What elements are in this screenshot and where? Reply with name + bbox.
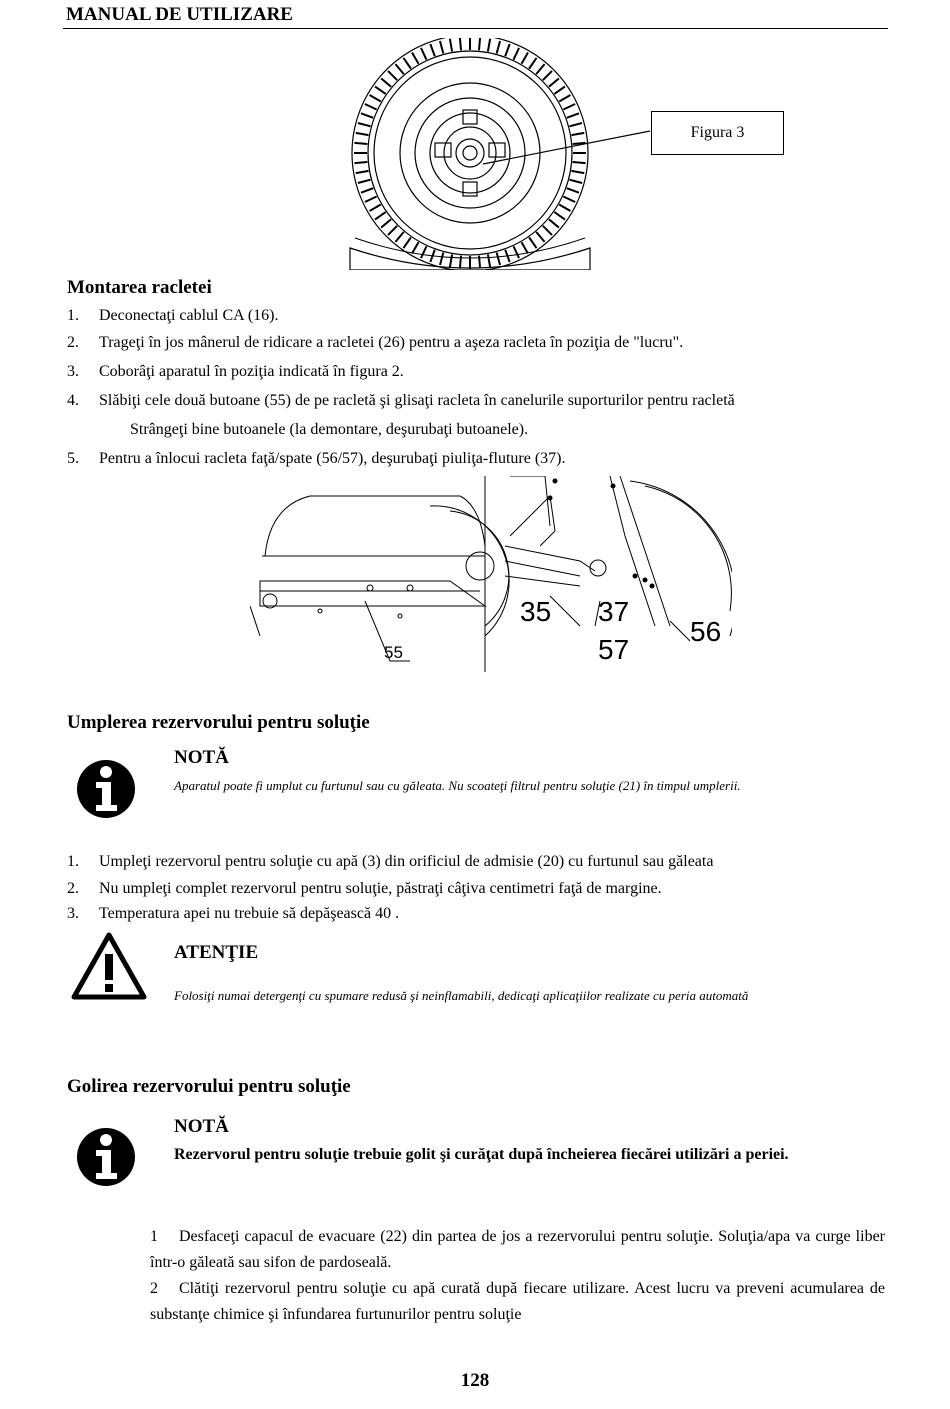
section-heading-empty-tank: Golirea rezervorului pentru soluţie: [67, 1076, 351, 1097]
bristle-mark: [450, 254, 452, 267]
bristle-mark: [354, 162, 367, 163]
bristle-mark: [559, 205, 570, 212]
bristle-mark: [549, 219, 559, 227]
bristle-mark: [554, 212, 565, 219]
bristle-mark: [365, 104, 377, 109]
section-heading-squeegee: Montarea racletei: [67, 277, 212, 298]
list-item: 2. Trageţi în jos mânerul de ridicare a racletei (26) pentru a aşeza racleta în poziţia de "lucru".: [67, 334, 684, 351]
bristle-mark: [388, 71, 397, 80]
bristle-mark: [460, 38, 461, 50]
list-item-continuation: Strângeţi bine butoanele (la demontare, deşurubaţi butoanele).: [130, 421, 529, 438]
list-item: 3. Temperatura apei nu trebuie să depăşească 40 .: [67, 905, 400, 922]
bristle-mark: [450, 39, 452, 52]
bristle-mark: [536, 232, 544, 242]
bristle-mark: [356, 171, 369, 173]
bristle-mark: [395, 64, 403, 74]
bristle-mark: [543, 226, 552, 235]
list-item: 2 Clătiţi rezervorul pentru soluţie cu apă curată după fiecare utilizare. Acest lucru va preveni acumularea de substanţe chimice şi înfundarea furtunurilor pentru soluţie: [150, 1280, 885, 1323]
note-text: Aparatul poate fi umplut cu furtunul sau cu găleata. Nu scoateţi filtrul pentru soluţie (21) în timpul umplerii.: [174, 778, 741, 793]
part-label-55: 55: [384, 643, 403, 662]
list-item: 4. Slăbiţi cele două butoane (55) de pe racletă şi glisaţi racleta în canelurile suporturilor pentru racletă: [67, 392, 735, 409]
figure-3-callout: Figura 3: [651, 111, 784, 155]
bristle-mark: [403, 237, 410, 248]
note-text: Rezervorul pentru soluţie trebuie golit şi curăţat după încheierea fiecărei utilizări a periei.: [174, 1146, 789, 1163]
bristle-mark: [440, 41, 443, 54]
warning-icon: [71, 932, 147, 1000]
bristle-mark: [567, 188, 579, 192]
list-item: 3. Coborâţi aparatul în poziţia indicată în figura 2.: [67, 363, 404, 380]
bristle-mark: [388, 226, 397, 235]
list-item: 1. Umpleţi rezervorul pentru soluţie cu apă (3) din orificiul de admisie (20) cu furtunul sau găleata: [67, 853, 714, 870]
page-header: MANUAL DE UTILIZARE: [66, 4, 293, 25]
bristle-mark: [554, 86, 565, 93]
bristle-mark: [529, 58, 536, 69]
bristle-mark: [421, 48, 426, 60]
bristle-mark: [536, 64, 544, 74]
bristle-mark: [522, 242, 529, 253]
note-title: NOTĂ: [174, 1116, 229, 1137]
bristle-mark: [514, 48, 519, 60]
bristle-mark: [569, 180, 582, 183]
part-label-35: 35: [520, 596, 552, 627]
list-item: 5. Pentru a înlocui racleta faţă/spate (56/57), deşurubaţi piuliţa-fluture (37).: [67, 450, 566, 467]
bristle-mark: [421, 246, 426, 258]
info-icon: [76, 1123, 136, 1191]
squeegee-assembly-illustration: [250, 476, 732, 672]
bristle-mark: [381, 219, 391, 227]
bristle-mark: [514, 246, 519, 258]
bristle-mark: [505, 44, 509, 56]
bristle-mark: [543, 71, 552, 80]
bristle-mark: [361, 188, 373, 192]
bristle-mark: [412, 53, 419, 64]
part-label-57: 57: [598, 634, 630, 665]
callout-leader-line: [480, 128, 655, 168]
bristle-mark: [559, 95, 570, 102]
warning-text: Folosiţi numai detergenţi cu spumare redusă şi neinflamabili, dedicaţi aplicaţiilor realizate cu peria automată: [174, 988, 749, 1003]
section-heading-fill-tank: Umplerea rezervorului pentru soluţie: [67, 712, 370, 733]
bristle-mark: [354, 143, 367, 144]
info-icon: [76, 755, 136, 823]
bristle-mark: [497, 252, 500, 265]
bristle-mark: [571, 171, 584, 173]
bristle-mark: [440, 252, 443, 265]
bristle-mark: [488, 254, 490, 267]
bristle-mark: [358, 180, 371, 183]
bristle-mark: [358, 123, 371, 126]
bristle-mark: [370, 205, 381, 212]
warning-title: ATENŢIE: [174, 942, 259, 963]
bristle-mark: [375, 212, 386, 219]
bristle-mark: [381, 78, 391, 86]
bristle-mark: [563, 104, 575, 109]
bristle-mark: [522, 53, 529, 64]
bristle-mark: [488, 39, 490, 52]
bristle-mark: [361, 113, 373, 117]
bristle-mark: [567, 113, 579, 117]
bristle-mark: [569, 123, 582, 126]
bristle-mark: [356, 133, 369, 135]
list-item: 1. Deconectaţi cablul CA (16).: [67, 307, 279, 324]
bristle-mark: [403, 58, 410, 69]
bristle-mark: [375, 86, 386, 93]
header-rule: [63, 28, 888, 29]
part-label-37: 37: [598, 596, 630, 627]
bristle-mark: [395, 232, 403, 242]
bristle-mark: [529, 237, 536, 248]
bristle-mark: [497, 41, 500, 54]
bristle-mark: [563, 197, 575, 202]
bristle-mark: [549, 78, 559, 86]
bristle-mark: [365, 197, 377, 202]
bristle-mark: [412, 242, 419, 253]
note-title: NOTĂ: [174, 747, 229, 768]
page-number: 128: [460, 1370, 490, 1391]
list-item: 2. Nu umpleţi complet rezervorul pentru soluţie, păstraţi câţiva centimetri faţă de margine.: [67, 880, 662, 897]
list-item: 1 Desfaceţi capacul de evacuare (22) din partea de jos a rezervorului pentru soluţie. Soluţia/apa va curge liber într-o găleată sau sifon de pardoseală.: [150, 1228, 885, 1271]
bristle-mark: [430, 44, 434, 56]
bristle-mark: [370, 95, 381, 102]
part-label-56: 56: [690, 616, 722, 647]
bristle-mark: [479, 38, 480, 50]
